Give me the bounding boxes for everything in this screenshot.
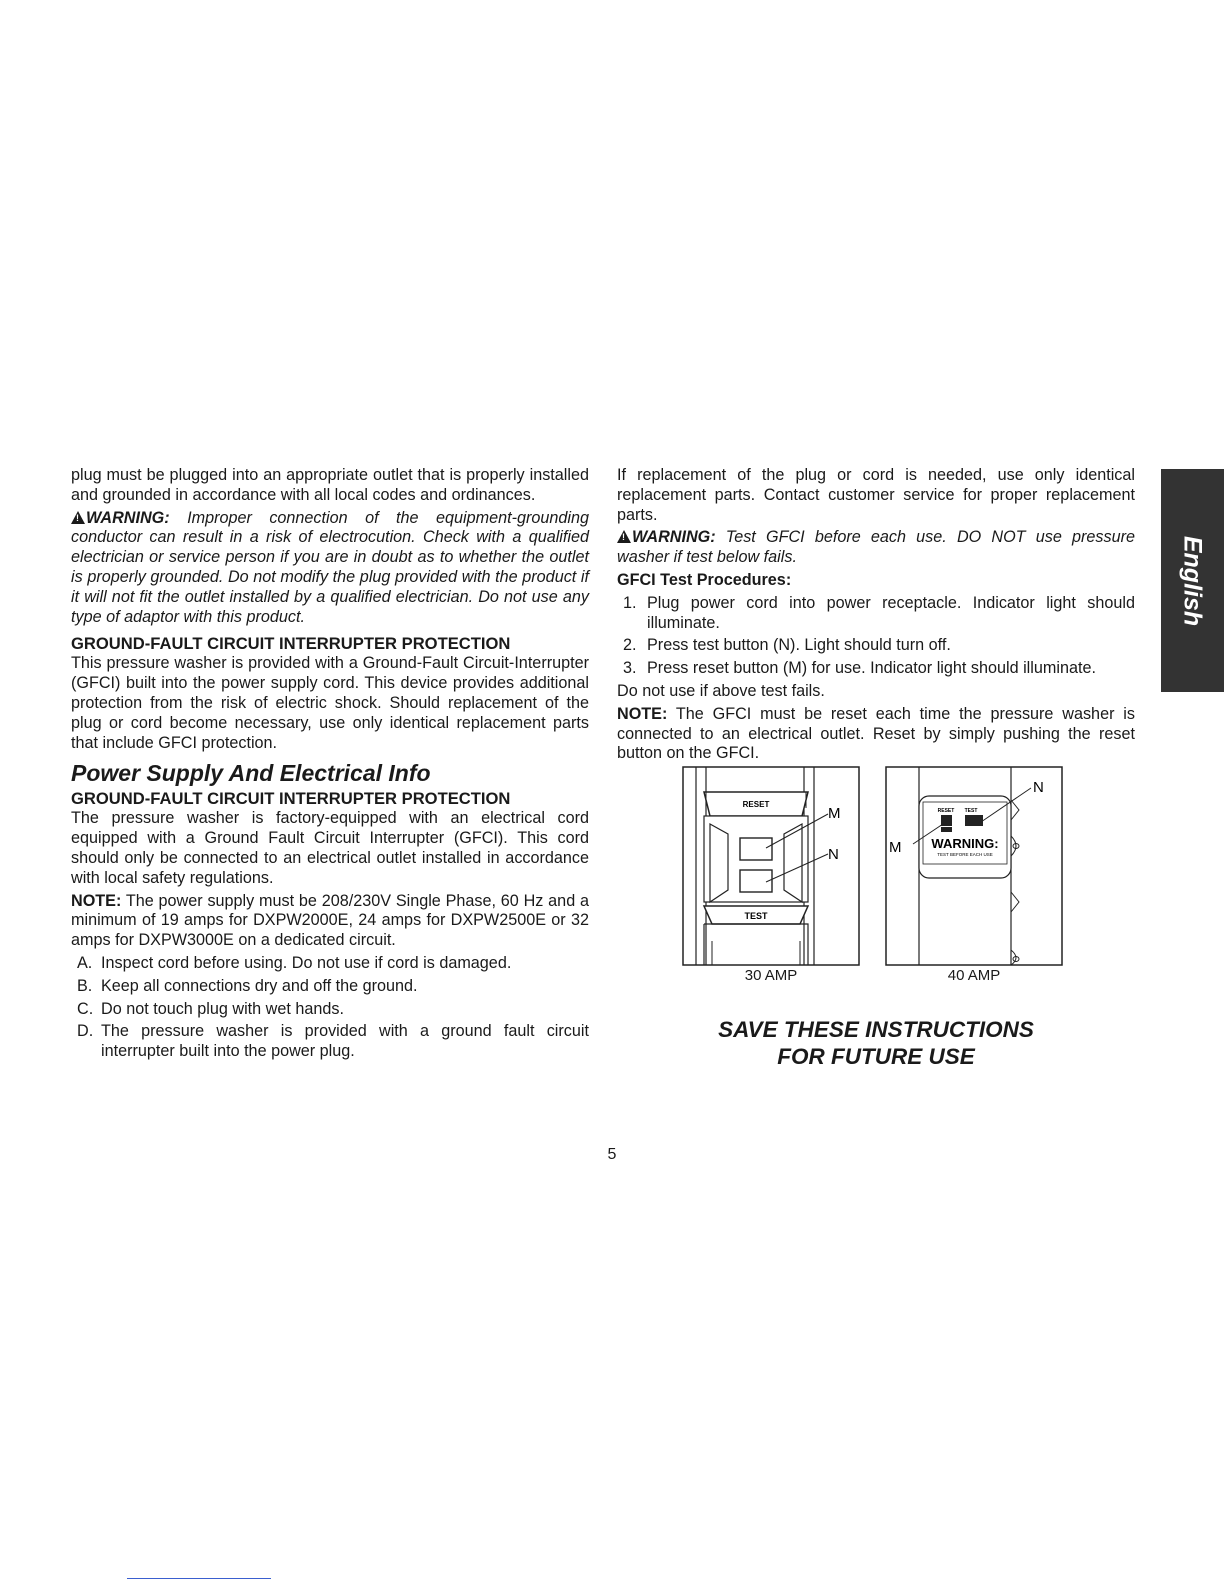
replacement-paragraph: If replacement of the plug or cord is needed, use only identical replacement parts. Contact customer service for proper replacement parts. <box>617 466 1135 524</box>
list-item: 2. Press test button (N). Light should turn off. <box>623 636 951 655</box>
list-item: B. Keep all connections dry and off the ground. <box>77 976 418 995</box>
procedures-heading: GFCI Test Procedures: <box>617 570 792 589</box>
callout-m: M <box>828 805 841 822</box>
after-steps-text: Do not use if above test fails. <box>617 681 825 700</box>
callout-n: N <box>828 846 839 863</box>
callout-n: N <box>1033 779 1044 796</box>
list-item: C. Do not touch plug with wet hands. <box>77 999 344 1018</box>
callout-m: M <box>889 839 902 856</box>
gfci-heading-2: GROUND-FAULT CIRCUIT INTERRUPTER PROTECTION <box>71 789 511 809</box>
gfci-heading-1: GROUND-FAULT CIRCUIT INTERRUPTER PROTECTION <box>71 634 511 654</box>
reset-note: NOTE: The GFCI must be reset each time the pressure washer is connected to an electrical outlet. Reset by simply pushing the reset button on the GFCI. <box>617 704 1135 763</box>
page-number: 5 <box>607 1146 617 1163</box>
list-item: 3. Press reset button (M) for use. Indicator light should illuminate. <box>623 659 1096 678</box>
footer-rule <box>127 1578 271 1579</box>
warning-sub-label: TEST BEFORE EACH USE <box>937 852 993 857</box>
gfci-40amp-drawing <box>885 766 1063 966</box>
power-supply-note: NOTE: The power supply must be 208/230V Single Phase, 60 Hz and a minimum of 19 amps for DXPW2000E, 24 amps for DXPW2500E or 32 amps for DXPW3000E on a dedicated circuit. <box>71 891 589 950</box>
list-item: D. The pressure washer is provided with a ground fault circuit interrupter built into the power plug. <box>77 1022 589 1061</box>
test-button-label: TEST <box>744 911 768 921</box>
test-button-label: TEST <box>964 808 978 814</box>
section-title: Power Supply And Electrical Info <box>71 760 431 787</box>
warning-grounding: !WARNING: Improper connection of the equipment-grounding conductor can result in a risk of electrocution. Check with a qualified electrician or service person if you are in doubt as to whether the outlet is properly grounded. Do not modify the plug provided with the product if it will not fit the outlet installed by a qualified electrician. Do not use any type of adaptor with this product. <box>71 509 589 628</box>
warning-label: WARNING: <box>931 836 999 851</box>
save-instructions-banner: SAVE THESE INSTRUCTIONS FOR FUTURE USE <box>718 1017 1034 1069</box>
language-tab-label: English <box>1178 535 1207 627</box>
gfci-30amp-drawing <box>682 766 860 966</box>
caption-30amp: 30 AMP <box>744 967 798 984</box>
intro-paragraph: plug must be plugged into an appropriate outlet that is properly installed and grounded in accordance with all local codes and ordinances. <box>71 466 589 504</box>
gfci-40amp-figure <box>885 766 1063 966</box>
language-tab <box>1161 469 1224 692</box>
warning-triangle-icon <box>71 511 85 524</box>
right-column <box>617 466 1135 764</box>
list-item: 1. Plug power cord into power receptacle. Indicator light should illuminate. <box>623 593 1135 632</box>
safety-list <box>71 954 589 1062</box>
warning-triangle-icon <box>617 530 631 543</box>
reset-button-label: RESET <box>937 808 955 814</box>
reset-button-label: RESET <box>742 800 770 809</box>
gfci-30amp-figure <box>682 766 860 966</box>
left-column <box>71 466 589 1065</box>
list-item: A. Inspect cord before using. Do not use if cord is damaged. <box>77 953 512 972</box>
gfci-paragraph: This pressure washer is provided with a Ground-Fault Circuit-Interrupter (GFCI) built into the power supply cord. This device provides additional protection from the risk of electric shock. Should replacement of the plug or cord become necessary, use only identical replacement parts that include GFCI protection. <box>71 654 589 752</box>
test-steps <box>617 594 1135 679</box>
caption-40amp: 40 AMP <box>947 967 1001 984</box>
warning-test-gfci: !WARNING: Test GFCI before each use. DO NOT use pressure washer if test below fails. <box>617 528 1135 568</box>
factory-equipped-paragraph: The pressure washer is factory-equipped with an electrical cord equipped with a Ground Fault Circuit Interrupter (GFCI). This cord should only be connected to an electrical outlet installed in accordance with local safety regulations. <box>71 809 589 887</box>
